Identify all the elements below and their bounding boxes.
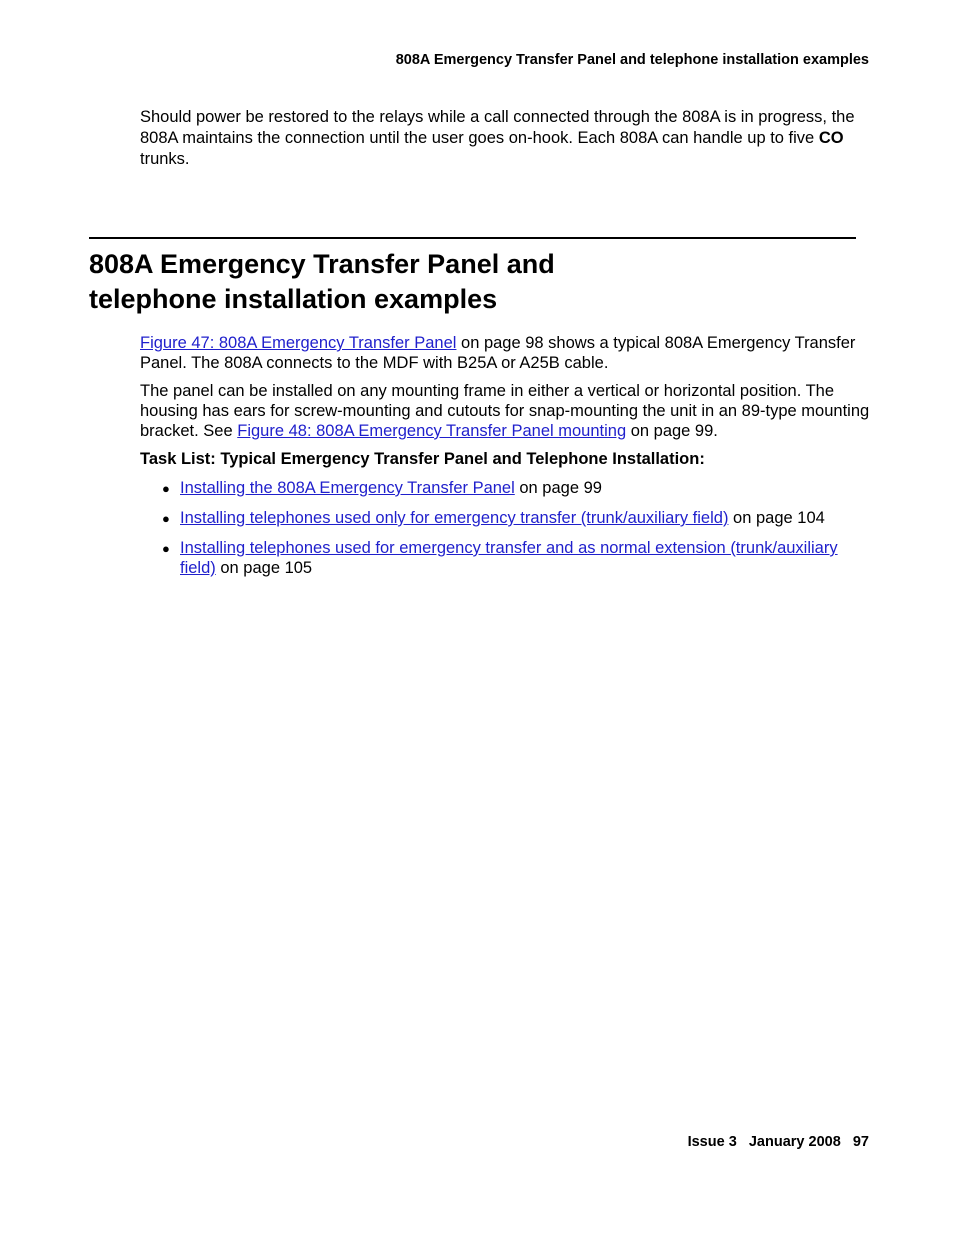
section-heading: [89, 247, 555, 317]
task-item: [140, 478, 870, 498]
footer-date: January 2008: [748, 1134, 841, 1150]
section-heading-line-2: telephone installation examples: [89, 284, 498, 314]
section-heading-line-1: 808A Emergency Transfer Panel and: [89, 249, 555, 279]
task-item: [140, 508, 870, 528]
footer-page-number: 97: [852, 1134, 869, 1150]
task-link-emergency-and-extension-telephones[interactable]: Installing telephones used for emergency transfer and as normal extension (trunk/auxiliary field): [180, 539, 838, 577]
paragraph-2-text-after: on page 99.: [626, 422, 718, 440]
section-body: [140, 333, 870, 588]
task-link-install-panel[interactable]: Installing the 808A Emergency Transfer Panel: [180, 479, 515, 497]
figure-47-link[interactable]: Figure 47: 808A Emergency Transfer Panel: [140, 334, 457, 352]
task-item: [140, 538, 870, 578]
figure-48-link[interactable]: Figure 48: 808A Emergency Transfer Panel mounting: [237, 422, 627, 440]
intro-text-after: trunks.: [140, 150, 190, 168]
task-link-emergency-only-telephones[interactable]: Installing telephones used only for emergency transfer (trunk/auxiliary field): [180, 509, 729, 527]
bullet-icon: ●: [162, 481, 170, 496]
task-suffix: on page 105: [215, 559, 313, 577]
intro-text-before: Should power be restored to the relays while a call connected through the 808A is in progress, the 808A maintains the connection until the user goes on-hook. Each 808A can handle up to five: [140, 108, 855, 147]
paragraph-2: [140, 381, 870, 441]
page-footer: [688, 1134, 869, 1150]
paragraph-1-text: on page 98 shows a typical 808A Emergency Transfer Panel. The 808A connects to the MDF with B25A or A25B cable.: [140, 334, 856, 372]
task-list: [140, 478, 870, 578]
paragraph-1: [140, 333, 870, 373]
intro-bold-term: CO: [818, 129, 844, 147]
section-rule: [89, 237, 856, 239]
bullet-icon: ●: [162, 511, 170, 526]
bullet-icon: ●: [162, 541, 170, 556]
task-list-title: Task List: Typical Emergency Transfer Panel and Telephone Installation:: [140, 450, 705, 468]
paragraph-2-text-before: The panel can be installed on any mounting frame in either a vertical or horizontal position. The housing has ears for screw-mounting and cutouts for snap-mounting the unit in an 89-type mounting bracket. See: [140, 382, 870, 440]
intro-paragraph: [140, 107, 870, 170]
task-suffix: on page 99: [514, 479, 602, 497]
task-suffix: on page 104: [728, 509, 825, 527]
footer-issue: Issue 3: [687, 1134, 737, 1150]
running-header: 808A Emergency Transfer Panel and telephone installation examples: [395, 52, 869, 68]
